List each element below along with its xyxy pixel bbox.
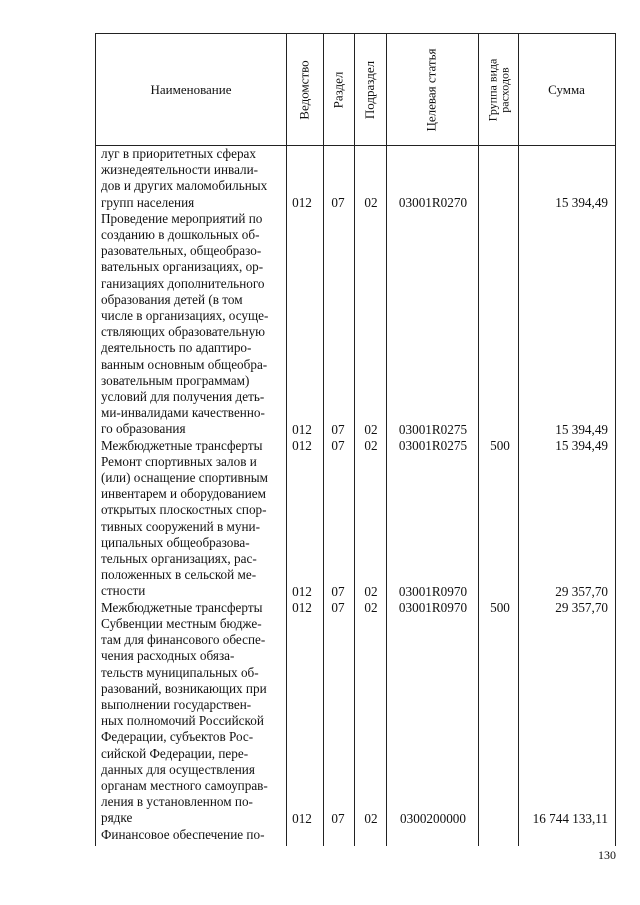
section-code: 07 <box>331 195 345 210</box>
header-department-cell <box>286 34 323 145</box>
text-line: ствляющих образовательную <box>101 324 266 340</box>
text-line: ления в установленном по- <box>101 794 253 810</box>
subsection-code: 02 <box>364 600 378 615</box>
table-row <box>96 811 615 827</box>
sum-value: 16 744 133,11 <box>532 811 608 826</box>
subsection-code: 02 <box>364 584 378 599</box>
sum-value: 15 394,49 <box>555 422 608 437</box>
text-line: ганизациях дополнительного <box>101 275 265 291</box>
department-code: 012 <box>292 195 312 210</box>
table-row <box>96 195 615 211</box>
header-expense-group-line1: Группа вида <box>485 58 499 121</box>
sum-value: 15 394,49 <box>555 195 608 210</box>
table-row <box>96 584 615 600</box>
text-line: деятельность по адаптиро- <box>101 340 252 356</box>
section-code: 07 <box>331 438 345 453</box>
text-line: ципальных общеобразова- <box>101 534 250 550</box>
table-row <box>96 422 615 438</box>
department-code: 012 <box>292 422 312 437</box>
text-line: там для финансового обеспе- <box>101 632 266 648</box>
header-expense-group-line2: расходов <box>497 66 511 113</box>
header-name: Наименование <box>150 81 232 97</box>
description-paragraph <box>101 827 283 843</box>
text-line: органам местного самоуправ- <box>101 777 268 793</box>
description-paragraph <box>101 211 283 438</box>
table-row <box>96 438 615 454</box>
sum-value: 15 394,49 <box>555 438 608 453</box>
sum-value: 29 357,70 <box>555 584 608 599</box>
text-line: тельных организациях, рас- <box>101 551 257 567</box>
header-subsection: Подраздел <box>362 60 378 119</box>
text-line: Межбюджетные трансферты <box>101 599 263 615</box>
description-paragraph <box>101 616 283 827</box>
text-line: разований, возникающих при <box>101 680 267 696</box>
header-sum-cell <box>518 34 615 145</box>
section-code: 07 <box>331 422 345 437</box>
section-code: 07 <box>331 811 345 826</box>
header-expense-group-cell <box>478 34 518 145</box>
department-code: 012 <box>292 584 312 599</box>
header-section: Раздел <box>330 71 346 108</box>
text-line: условий для получения деть- <box>101 389 265 405</box>
header-expense-group <box>486 58 510 121</box>
text-line: разовательных, общеобразо- <box>101 243 262 259</box>
header-target-article: Целевая статья <box>423 47 439 132</box>
text-line: вательных организациях, ор- <box>101 259 264 275</box>
text-line: ми-инвалидами качественно- <box>101 405 265 421</box>
text-line: Ремонт спортивных залов и <box>101 453 257 469</box>
text-line: инвентарем и оборудованием <box>101 486 266 502</box>
text-line: положенных в сельской ме- <box>101 567 257 583</box>
header-section-cell <box>323 34 354 145</box>
table-body <box>96 146 615 846</box>
subsection-code: 02 <box>364 422 378 437</box>
text-line: Проведение мероприятий по <box>101 210 263 226</box>
text-line: числе в организациях, осуще- <box>101 308 269 324</box>
department-code: 012 <box>292 600 312 615</box>
subsection-code: 02 <box>364 811 378 826</box>
text-line: ванным основным общеобра- <box>101 356 268 372</box>
header-subsection-cell <box>354 34 386 145</box>
target-article-code: 03001R0970 <box>398 600 468 615</box>
expense-group-code: 500 <box>490 600 510 615</box>
text-line: Субвенции местным бюдже- <box>101 615 262 631</box>
section-code: 07 <box>331 584 345 599</box>
text-line: го образования <box>101 421 186 437</box>
sum-value: 29 357,70 <box>555 600 608 615</box>
text-line: зовательным программам) <box>101 372 250 388</box>
text-line: выполнении государствен- <box>101 696 252 712</box>
section-code: 07 <box>331 600 345 615</box>
department-code: 012 <box>292 811 312 826</box>
text-line: дов и других маломобильных <box>101 178 268 194</box>
text-line: Межбюджетные трансферты <box>101 437 263 453</box>
text-line: рядке <box>101 810 133 826</box>
header-sum: Сумма <box>548 81 585 97</box>
text-line: открытых плоскостных спор- <box>101 502 267 518</box>
expense-group-code: 500 <box>490 438 510 453</box>
target-article-code: 03001R0270 <box>398 195 468 210</box>
text-line: Финансовое обеспечение по- <box>101 826 265 842</box>
text-line: чения расходных обяза- <box>101 648 235 664</box>
target-article-code: 03001R0970 <box>398 584 468 599</box>
text-line: (или) оснащение спортивным <box>101 470 268 486</box>
table-row <box>96 600 615 616</box>
table-header <box>96 34 615 146</box>
subsection-code: 02 <box>364 438 378 453</box>
text-line: групп населения <box>101 194 195 210</box>
target-article-code: 03001R0275 <box>398 422 468 437</box>
text-line: луг в приоритетных сферах <box>101 146 256 161</box>
header-department: Ведомство <box>296 59 312 120</box>
page-number: 130 <box>598 848 616 862</box>
text-line: ных полномочий Российской <box>101 713 264 729</box>
text-line: стности <box>101 583 146 599</box>
department-code: 012 <box>292 438 312 453</box>
budget-table <box>95 33 616 846</box>
header-name-cell <box>96 34 286 145</box>
name-column <box>101 146 283 843</box>
text-line: жизнедеятельности инвали- <box>101 162 259 178</box>
text-line: тельств муниципальных об- <box>101 664 259 680</box>
target-article-code: 03001R0275 <box>398 438 468 453</box>
text-line: данных для осуществления <box>101 761 255 777</box>
description-paragraph <box>101 454 283 600</box>
text-line: тивных сооружений в муни- <box>101 518 260 534</box>
text-line: Федерации, субъектов Рос- <box>101 729 254 745</box>
text-line: сийской Федерации, пере- <box>101 745 249 761</box>
target-article-code: 0300200000 <box>400 811 466 826</box>
subsection-code: 02 <box>364 195 378 210</box>
header-target-article-cell <box>386 34 478 145</box>
text-line: образования детей (в том <box>101 291 243 307</box>
text-line: созданию в дошкольных об- <box>101 227 260 243</box>
